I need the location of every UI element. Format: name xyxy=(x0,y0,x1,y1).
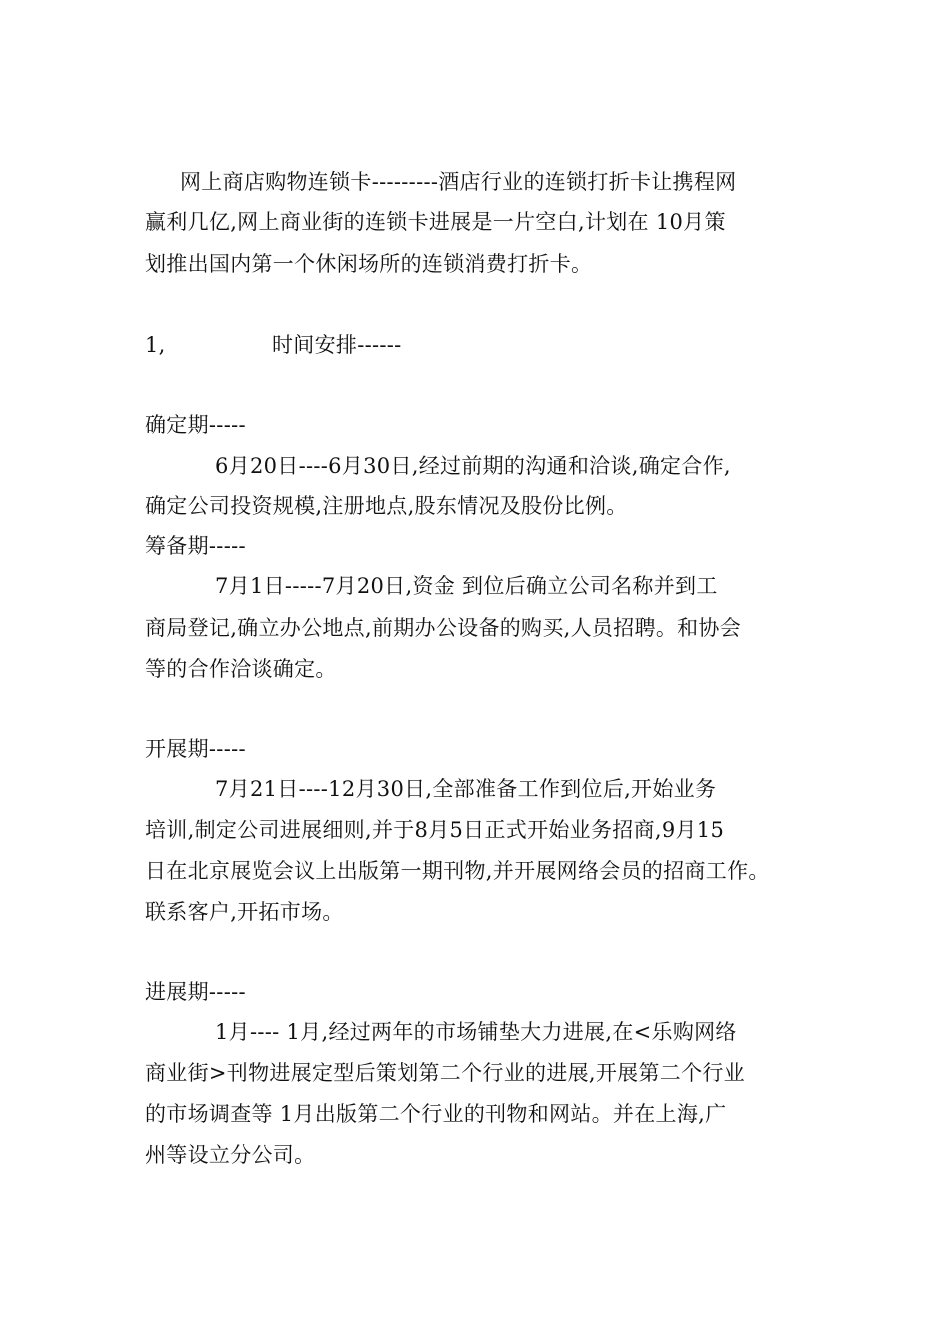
phase-line: 等的合作洽谈确定。 xyxy=(145,657,337,681)
phase-line: 州等设立分公司。 xyxy=(145,1143,316,1167)
phase-heading: 开展期----- xyxy=(145,737,246,761)
phase-line: 培训,制定公司进展细则,并于8月5日正式开始业务招商,9月15 xyxy=(145,818,725,842)
intro-line: 划推出国内第一个休闲场所的连锁消费打折卡。 xyxy=(145,252,593,276)
intro-line: 赢利几亿,网上商业街的连锁卡进展是一片空白,计划在 10月策 xyxy=(145,210,726,234)
phase-heading: 筹备期----- xyxy=(145,534,246,558)
phase-line: 联系客户,开拓市场。 xyxy=(145,900,344,924)
phase-line: 的市场调查等 1月出版第二个行业的刊物和网站。并在上海,广 xyxy=(145,1102,727,1126)
phase-heading: 确定期----- xyxy=(145,413,246,437)
section-number: 1, xyxy=(145,333,166,357)
section-title: 时间安排------ xyxy=(272,333,402,357)
phase-line: 商局登记,确立办公地点,前期办公设备的购买,人员招聘。和协会 xyxy=(145,616,742,640)
phase-heading: 进展期----- xyxy=(145,980,246,1004)
phase-line: 商业街>刊物进展定型后策划第二个行业的进展,开展第二个行业 xyxy=(145,1061,745,1085)
intro-line: 网上商店购物连锁卡---------酒店行业的连锁打折卡让携程网 xyxy=(180,170,737,194)
phase-line: 7月1日-----7月20日,资金 到位后确立公司名称并到工 xyxy=(215,574,718,598)
phase-line: 确定公司投资规模,注册地点,股东情况及股份比例。 xyxy=(145,494,628,518)
phase-line: 日在北京展览会议上出版第一期刊物,并开展网络会员的招商工作。 xyxy=(145,859,770,883)
phase-line: 6月20日----6月30日,经过前期的沟通和洽谈,确定合作, xyxy=(215,454,731,478)
phase-line: 1月---- 1月,经过两年的市场铺垫大力进展,在<乐购网络 xyxy=(215,1020,737,1044)
phase-line: 7月21日----12月30日,全部准备工作到位后,开始业务 xyxy=(215,777,717,801)
